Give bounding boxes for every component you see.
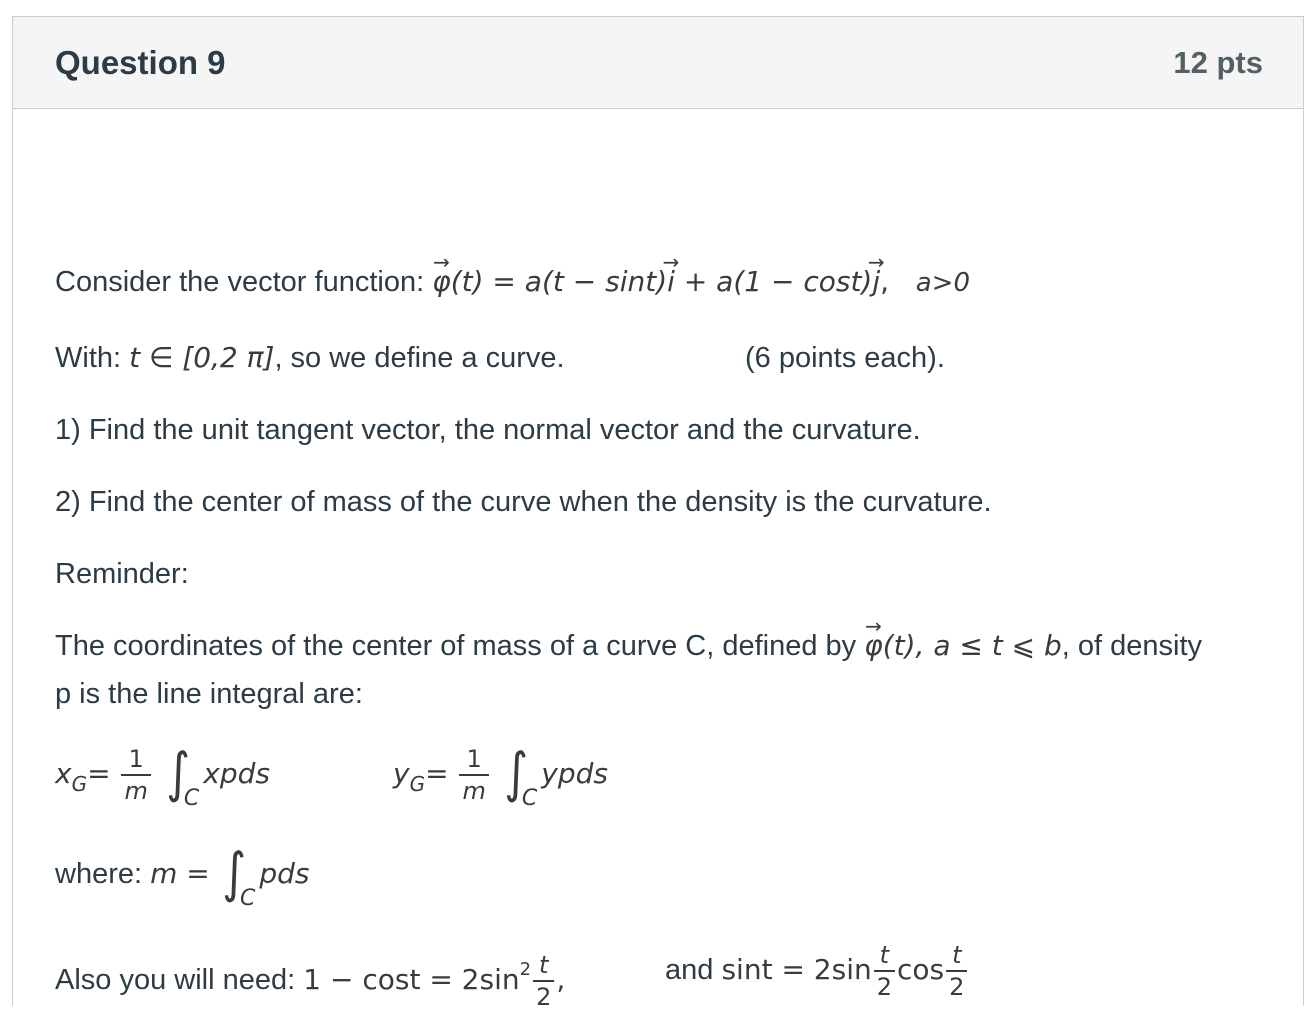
points-note: (6 points each). — [745, 342, 945, 374]
yg-eq: = — [425, 757, 449, 790]
formula-mid: + a(1 − cost) — [674, 265, 873, 298]
yg-den: m — [459, 774, 488, 803]
and-label: and — [665, 954, 714, 986]
identity-1 — [303, 951, 566, 1011]
xg-integral-sign: ∫ — [165, 741, 190, 804]
where-label: where: — [55, 858, 143, 890]
xg-sub: G — [71, 772, 88, 796]
identity-2-num-1: t — [879, 941, 890, 969]
identity-1-fraction — [533, 953, 554, 1009]
identity-2-lhs: sint = 2sin — [721, 953, 872, 986]
question-points: 12 pts — [1173, 44, 1263, 80]
yg-var: y — [393, 757, 410, 790]
mass-integrand: pds — [259, 857, 310, 890]
task-item-1: 1) Find the unit tangent vector, the normal vector and the curvature. — [55, 414, 921, 446]
xg-integrand: xpds — [203, 757, 270, 790]
xg-var: x — [55, 757, 72, 790]
center-mass-text-b: , of density — [1061, 630, 1203, 662]
xg-eq: = — [87, 757, 111, 790]
center-math-args: (t), a ≤ t ⩽ b — [882, 629, 1062, 662]
identity-1-sup: 2 — [519, 959, 532, 980]
identity-2-fraction-2 — [946, 943, 967, 999]
question-title: Question 9 — [55, 43, 226, 81]
identity-2-num-2: t — [952, 941, 962, 969]
question-card — [12, 16, 1304, 1011]
mass-integral-sign: ∫ — [221, 841, 246, 905]
identity-2-fraction-1 — [874, 943, 895, 999]
identity-1-num: t — [538, 951, 549, 979]
mass-domain: C — [239, 886, 256, 911]
formula-args: (t) = a(t − sint) — [450, 265, 668, 298]
xg-formula — [55, 739, 270, 809]
identity-2-line — [665, 935, 969, 1005]
domain-math: t ∈ [0,2 π] — [129, 341, 275, 374]
center-mass-text-2: p is the line integral are: — [55, 678, 363, 710]
domain-prefix: With: — [55, 342, 122, 374]
identity-1-lhs: 1 − cost = 2sin — [303, 963, 520, 996]
yg-formula — [393, 739, 608, 809]
vector-function-line — [55, 265, 970, 300]
yg-num: 1 — [466, 745, 482, 773]
yg-integral-sign: ∫ — [503, 741, 528, 804]
identity-2-mid: cos — [897, 953, 945, 986]
mass-lhs: m = — [150, 857, 210, 890]
xg-num: 1 — [128, 745, 144, 773]
formula-sep: , — [880, 265, 890, 298]
identity-2-den-1: 2 — [874, 970, 895, 999]
domain-suffix: , so we define a curve. — [274, 342, 565, 374]
identities-label: Also you will need: — [55, 964, 296, 996]
task-item-2: 2) Find the center of mass of the curve when the density is the curvature. — [55, 486, 992, 518]
reminder-label: Reminder: — [55, 558, 189, 590]
xg-domain: C — [183, 786, 200, 811]
formula-condition: a>0 — [915, 268, 971, 298]
yg-fraction — [459, 747, 488, 803]
center-mass-text-a: The coordinates of the center of mass of a curve C, defined by — [55, 630, 857, 662]
question-header — [13, 17, 1303, 109]
identity-2-den-2: 2 — [946, 970, 967, 999]
xg-den: m — [121, 774, 150, 803]
i-vector: → i — [667, 265, 675, 299]
j-vector: → j — [872, 265, 880, 299]
center-mass-math — [864, 629, 1062, 662]
xg-fraction — [121, 747, 150, 803]
identity-1-den: 2 — [533, 980, 554, 1009]
vector-function-formula — [432, 265, 970, 298]
identities-line — [55, 935, 566, 1011]
yg-domain: C — [521, 786, 538, 811]
mass-formula-line — [55, 839, 309, 909]
phi-vector-2: → φ — [864, 629, 882, 663]
yg-sub: G — [409, 772, 426, 796]
identity-1-tail: , — [556, 963, 566, 996]
phi-vector: → φ — [432, 265, 450, 299]
vector-function-label: Consider the vector function: — [55, 266, 425, 298]
center-mass-text-1 — [55, 629, 1202, 663]
identity-2 — [721, 941, 969, 1001]
yg-integrand: ypds — [541, 757, 608, 790]
domain-line — [55, 341, 565, 375]
